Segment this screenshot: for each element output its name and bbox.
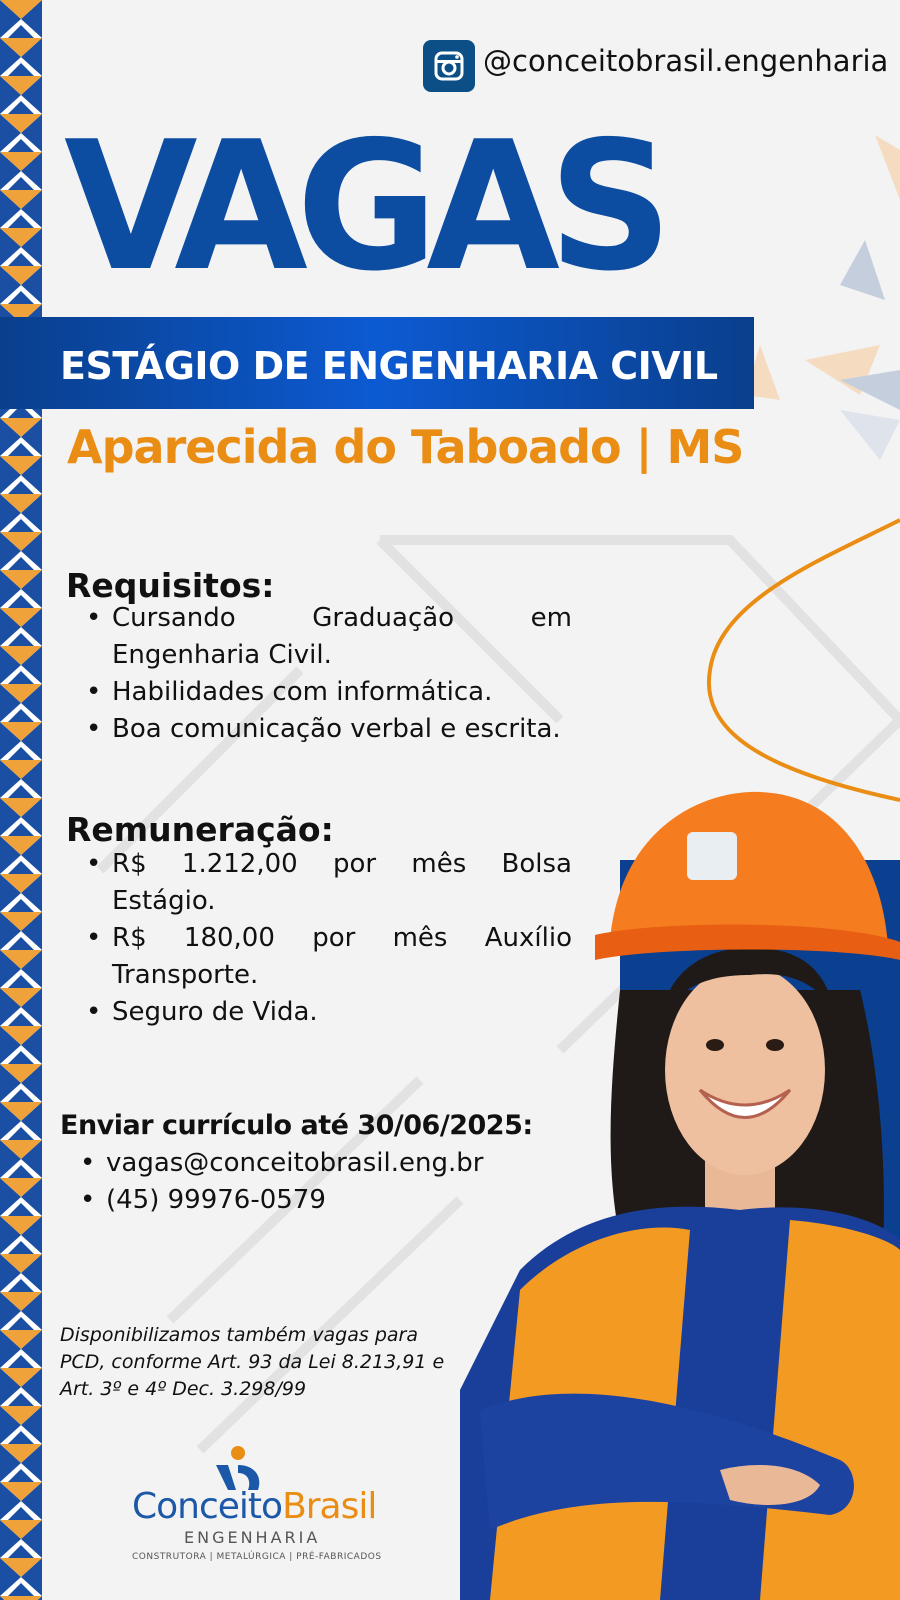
list-item: • Boa comunicação verbal e escrita. [112, 711, 572, 748]
list-item: • Seguro de Vida. [112, 994, 572, 1031]
instagram-icon [423, 40, 475, 92]
worker-photo [460, 770, 900, 1600]
logo-wordmark: ConceitoBrasil [132, 1486, 377, 1527]
remuneracao-heading: Remuneração: [66, 810, 334, 849]
list-item: • R$ 180,00 por mês Auxílio Transporte. [112, 920, 572, 994]
position-title: ESTÁGIO DE ENGENHARIA CIVIL [60, 344, 718, 388]
page-title: VAGAS [64, 103, 662, 310]
logo-subtitle: ENGENHARIA [184, 1528, 321, 1547]
email-link[interactable]: • vagas@conceitobrasil.eng.br [106, 1145, 526, 1182]
list-item: • Habilidades com informática. [112, 674, 572, 711]
list-item: • R$ 1.212,00 por mês Bolsa Estágio. [112, 846, 572, 920]
instagram-handle[interactable]: @conceitobrasil.engenharia [483, 44, 889, 78]
phone-link[interactable]: • (45) 99976-0579 [106, 1182, 526, 1219]
requisitos-heading: Requisitos: [66, 566, 275, 605]
contato-heading: Enviar currículo até 30/06/2025: [60, 1110, 533, 1141]
decorative-side-stripe [0, 0, 42, 1600]
disclaimer-text: Disponibilizamos também vagas para PCD, conforme Art. 93 da Lei 8.213,91 e Art. 3º e 4º Dec. 3.298/99 [60, 1324, 445, 1400]
list-item: • Cursando Graduação em Engenharia Civil. [112, 600, 572, 674]
requisitos-list [112, 600, 572, 748]
logo-tagline: CONSTRUTORA | METALÚRGICA | PRÉ-FABRICADOS [132, 1552, 382, 1562]
location-label: Aparecida do Taboado | MS [67, 420, 744, 474]
